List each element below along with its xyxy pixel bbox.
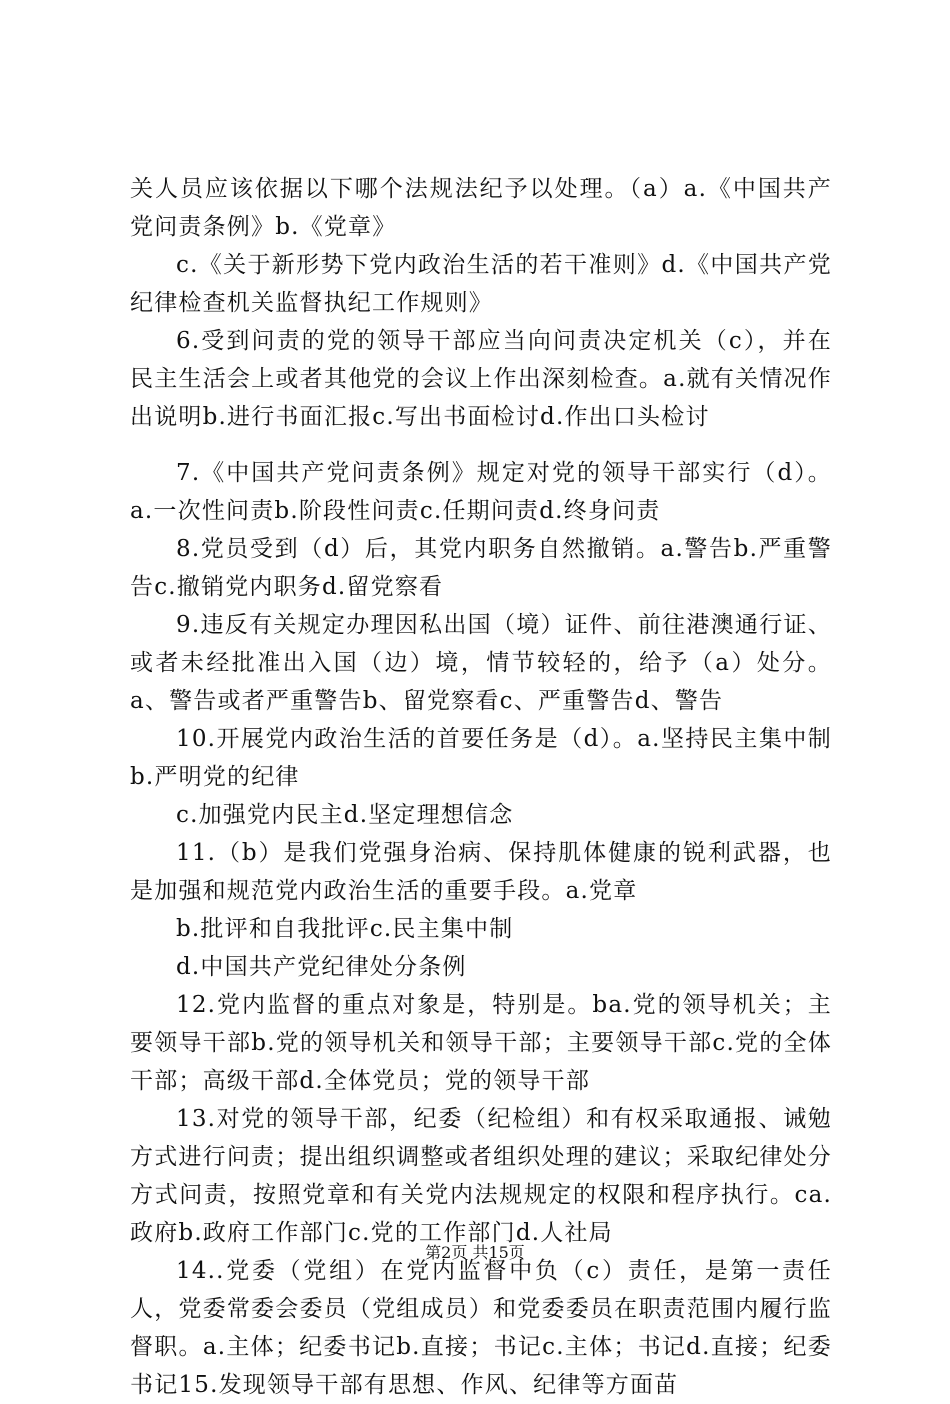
paragraph: 13.对党的领导干部，纪委（纪检组）和有权采取通报、诫勉方式进行问责；提出组织调整或者组织处理的建议；采取纪律处分方式问责，按照党章和有关党内法规规定的权限和程序执行。ca.政府b.政府工作部门c.党的工作部门d.人社局 (130, 1106, 832, 1246)
paragraph: 9.违反有关规定办理因私出国（境）证件、前往港澳通行证、或者未经批准出入国（边）境，情节较轻的，给予（a）处分。a、警告或者严重警告b、留党察看c、严重警告d、警告 (130, 612, 832, 714)
paragraph: 7.《中国共产党问责条例》规定对党的领导干部实行（d）。a.一次性问责b.阶段性问责c.任期问责d.终身问责 (130, 460, 832, 524)
paragraph: 11.（b）是我们党强身治病、保持肌体健康的锐利武器，也是加强和规范党内政治生活的重要手段。a.党章 (130, 840, 832, 904)
document-body (130, 170, 832, 1404)
paragraph: 12.党内监督的重点对象是，特别是。ba.党的领导机关；主要领导干部b.党的领导机关和领导干部；主要领导干部c.党的全体干部；高级干部d.全体党员；党的领导干部 (130, 992, 832, 1094)
paragraph: 14..党委（党组）在党内监督中负（c）责任，是第一责任人，党委常委会委员（党组成员）和党委委员在职责范围内履行监督职。a.主体；纪委书记b.直接；书记c.主体；书记d.直接；纪委书记15.发现领导干部有思想、作风、纪律等方面苗 (130, 1258, 832, 1398)
paragraph: 10.开展党内政治生活的首要任务是（d）。a.坚持民主集中制b.严明党的纪律 (130, 726, 832, 790)
paragraph: b.批评和自我批评c.民主集中制 (176, 916, 514, 942)
paragraph: c.《关于新形势下党内政治生活的若干准则》d.《中国共产党纪律检查机关监督执纪工作规则》 (130, 252, 832, 316)
paragraph: 8.党员受到（d）后，其党内职务自然撤销。a.警告b.严重警告c.撤销党内职务d.留党察看 (130, 536, 832, 600)
paragraph: d.中国共产党纪律处分条例 (176, 954, 467, 980)
paragraph: 6.受到问责的党的领导干部应当向问责决定机关（c），并在民主生活会上或者其他党的会议上作出深刻检查。a.就有关情况作出说明b.进行书面汇报c.写出书面检讨d.作出口头检讨 (130, 328, 832, 430)
paragraph: 关人员应该依据以下哪个法规法纪予以处理。（a）a.《中国共产党问责条例》b.《党章》 (130, 176, 832, 240)
paragraph: c.加强党内民主d.坚定理想信念 (176, 802, 514, 828)
page-footer: 第2页 共15页 (425, 1243, 525, 1262)
